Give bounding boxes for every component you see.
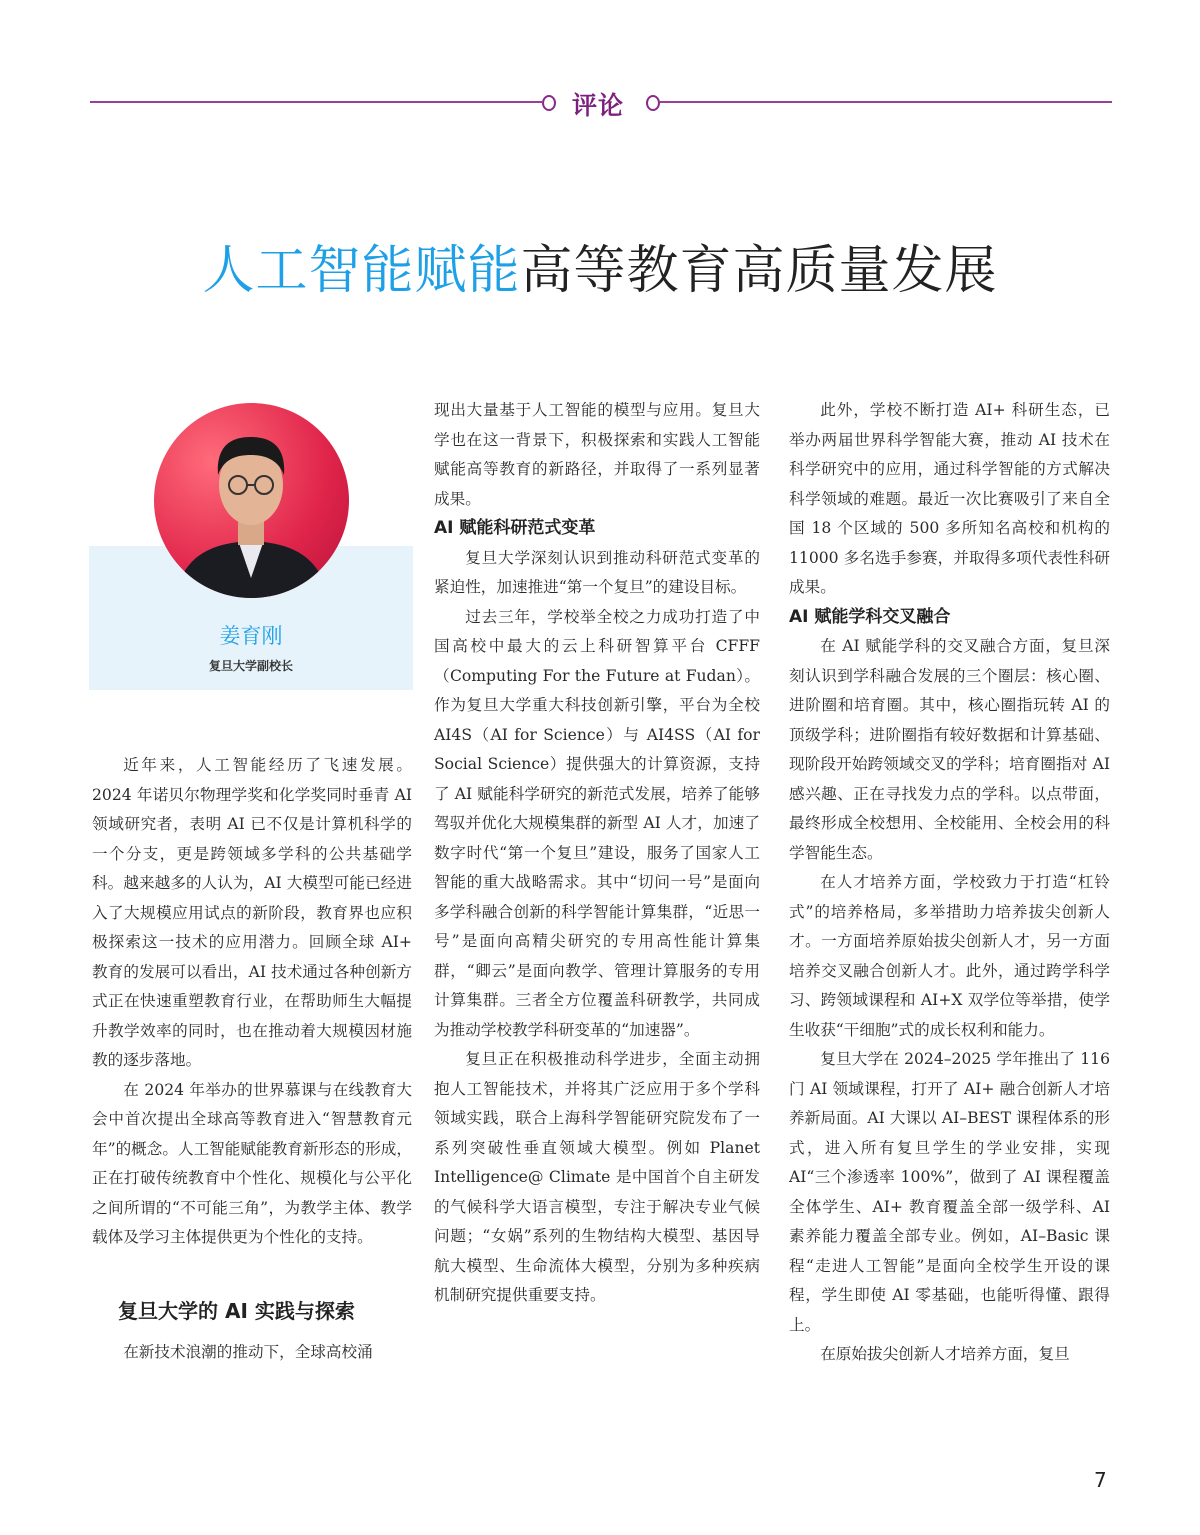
paragraph: 在原始拔尖创新人才培养方面，复旦 [820,1345,1070,1363]
section-heading: AI 赋能学科交叉融合 [789,606,951,627]
section-heading: 复旦大学的 AI 实践与探索 [118,1298,355,1323]
paragraph: 复旦正在积极推动科学进步，全面主动拥抱人工智能技术，并将其广泛应用于多个学科领域实践，联合上海科学智能研究院发布了一系列突破性垂直领域大模型。例如 Planet Intelligence@ Climate 是中国首个自主研发的气候科学大语言模型，专注于解决专业气候问题；“女娲”系列的生物结构大模型、基因导航大模型、生命流体大模型，分别为多种疾病机制研究提供重要支持。 [434,1050,760,1304]
paragraph: 复旦大学在 2024–2025 学年推出了 116 门 AI 领域课程，打开了 AI+ 融合创新人才培养新局面。AI 大课以 AI–BEST 课程体系的形式，进入所有复旦学生的学业安排，实现 AI“三个渗透率 100%”，做到了 AI 课程覆盖全体学生、AI+ 教育覆盖全部一级学科、AI 素养能力覆盖全部专业。例如，AI–Basic 课程“走进人工智能”是面向全校学生开设的课程，学生即使 AI 零基础，也能听得懂、跟得上。 [789,1050,1110,1334]
section-label: 评论 [572,91,625,120]
author-name: 姜育刚 [219,624,283,648]
paragraph: 在人才培养方面，学校致力于打造“杠铃式”的培养格局，多举措助力培养拔尖创新人才。一方面培养原始拔尖创新人才，另一方面培养交叉融合创新人才。此外，通过跨学科学习、跨领域课程和 AI+X 双学位等举措，使学生收获“干细胞”式的成长权利和能力。 [789,873,1110,1039]
paragraph: 现出大量基于人工智能的模型与应用。复旦大学也在这一背景下，积极探索和实践人工智能赋能高等教育的新路径，并取得了一系列显著成果。 [434,401,760,508]
page-number: 7 [1094,1468,1107,1492]
paragraph: 在新技术浪潮的推动下，全球高校涌 [123,1343,373,1361]
header-rule-left [90,101,542,103]
title-rest: 高等教育高质量发展 [520,241,998,301]
column-right [789,396,1110,1370]
section-heading: AI 赋能科研范式变革 [434,518,596,538]
paragraph: 此外，学校不断打造 AI+ 科研生态，已举办两届世界科学智能大赛，推动 AI 技术在科学研究中的应用，通过科学智能的方式解决科学领域的难题。最近一次比赛吸引了来自全国 18 个区域的 500 多所知名高校和机构的 11000 多名选手参赛，并取得多项代表性科研成果。 [789,401,1110,596]
author-photo [154,403,349,598]
article-title [0,228,1200,303]
column-left [92,751,412,1368]
header-ring-right-icon [646,95,660,111]
paragraph: 在 AI 赋能学科的交叉融合方面，复旦深刻认识到学科融合发展的三个圈层：核心圈、进阶圈和培育圈。其中，核心圈指玩转 AI 的顶级学科；进阶圈指有较好数据和计算基础、现阶段开始跨领域交叉的学科；培育圈指对 AI 感兴趣、正在寻找发力点的学科。以点带面，最终形成全校想用、全校能用、全校会用的科学智能生态。 [789,637,1110,862]
title-highlight: 人工智能赋能 [202,241,521,301]
paragraph: 近年来，人工智能经历了飞速发展。2024 年诺贝尔物理学奖和化学奖同时垂青 AI 领域研究者，表明 AI 已不仅是计算机科学的一个分支，更是跨领域多学科的公共基础学科。越来越多的人认为，AI 大模型可能已经进入了大规模应用试点的新阶段，教育界也应积极探索这一技术的应用潜力。回顾全球 AI+ 教育的发展可以看出，AI 技术通过各种创新方式正在快速重塑教育行业，在帮助师生大幅提升教学效率的同时，也在推动着大规模因材施教的逐步落地。 [92,756,412,1069]
author-role: 复旦大学副校长 [208,659,293,673]
paragraph: 复旦大学深刻认识到推动科研范式变革的紧迫性，加速推进“第一个复旦”的建设目标。 [434,548,760,596]
column-middle [434,396,760,1311]
paragraph: 在 2024 年举办的世界慕课与在线教育大会中首次提出全球高等教育进入“智慧教育元年”的概念。人工智能赋能教育新形态的形成，正在打破传统教育中个性化、规模化与公平化之间所谓的“不可能三角”，为教学主体、教学载体及学习主体提供更为个性化的支持。 [92,1080,412,1246]
header-rule-right [660,101,1112,103]
paragraph: 过去三年，学校举全校之力成功打造了中国高校中最大的云上科研智算平台 CFFF（Computing For the Future at Fudan）。作为复旦大学重大科技创新引擎，平台为全校 AI4S（AI for Science）与 AI4SS（AI for Social Science）提供强大的计算资源，支持了 AI 赋能科学研究的新范式发展，培养了能够驾驭并优化大规模集群的新型 AI 人才，加速了数字时代“第一个复旦”建设，服务了国家人工智能的重大战略需求。其中“切问一号”是面向多学科融合创新的科学智能计算集群，“近思一号”是面向高精尖研究的专用高性能计算集群，“卿云”是面向教学、管理计算服务的专用计算集群。三者全方位覆盖科研教学，共同成为推动学校教学科研变革的“加速器”。 [434,607,760,1039]
header-ring-left-icon [542,95,556,111]
